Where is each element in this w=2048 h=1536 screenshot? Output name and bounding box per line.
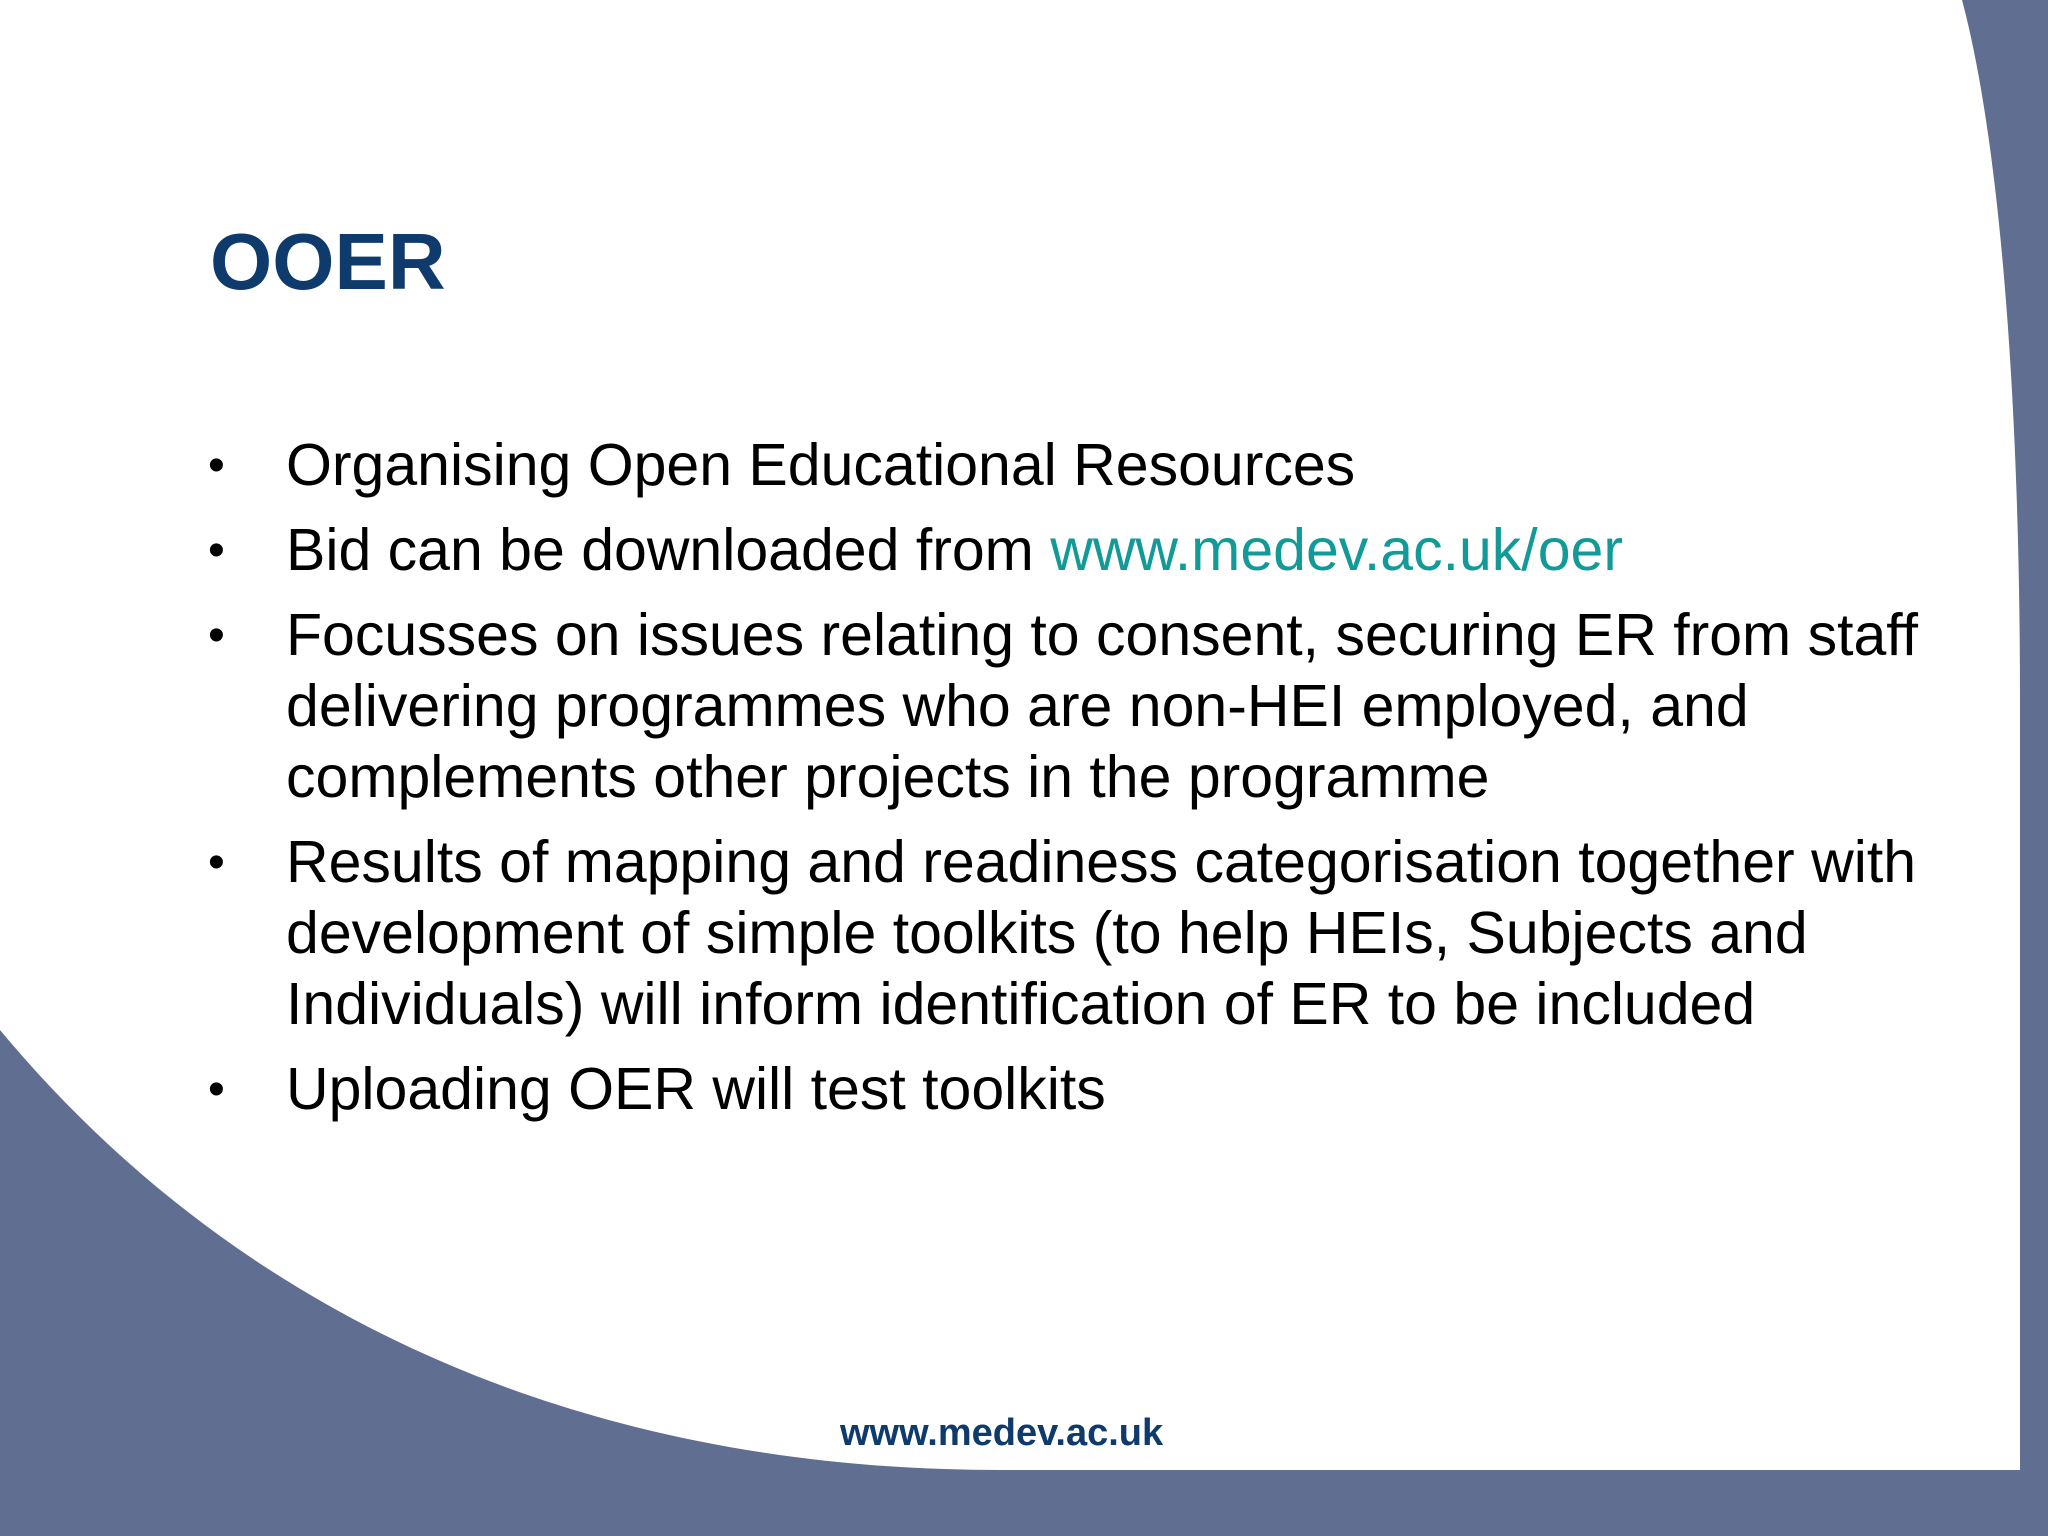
bullet-marker: • bbox=[208, 439, 225, 492]
oer-link[interactable]: www.medev.ac.uk/oer bbox=[1050, 517, 1623, 583]
bullet-item bbox=[208, 600, 1928, 813]
bullet-marker: • bbox=[208, 524, 225, 577]
bullet-text: Results of mapping and readiness categorisation together with development of simple toolkits (to help HEIs, Subjects and Individuals) will inform identification of ER to be included bbox=[286, 829, 1917, 1037]
bullet-text: Bid can be downloaded from bbox=[286, 517, 1051, 583]
slide-title: OOER bbox=[210, 217, 446, 306]
bullet-list bbox=[208, 430, 1928, 1139]
bullet-marker: • bbox=[208, 1063, 225, 1116]
bullet-text: Focusses on issues relating to consent, securing ER from staff delivering programmes who are non-HEI employed, and complements other projects in the programme bbox=[286, 602, 1919, 810]
bullet-marker: • bbox=[208, 609, 225, 662]
bullet-item bbox=[208, 1054, 1928, 1125]
bullet-item bbox=[208, 515, 1928, 586]
bullet-item bbox=[208, 430, 1928, 501]
bullet-text: Organising Open Educational Resources bbox=[286, 432, 1356, 498]
bullet-text: Uploading OER will test toolkits bbox=[286, 1056, 1106, 1122]
footer-url[interactable]: www.medev.ac.uk bbox=[840, 1412, 1164, 1454]
bullet-marker: • bbox=[208, 836, 225, 889]
bullet-item bbox=[208, 827, 1928, 1040]
